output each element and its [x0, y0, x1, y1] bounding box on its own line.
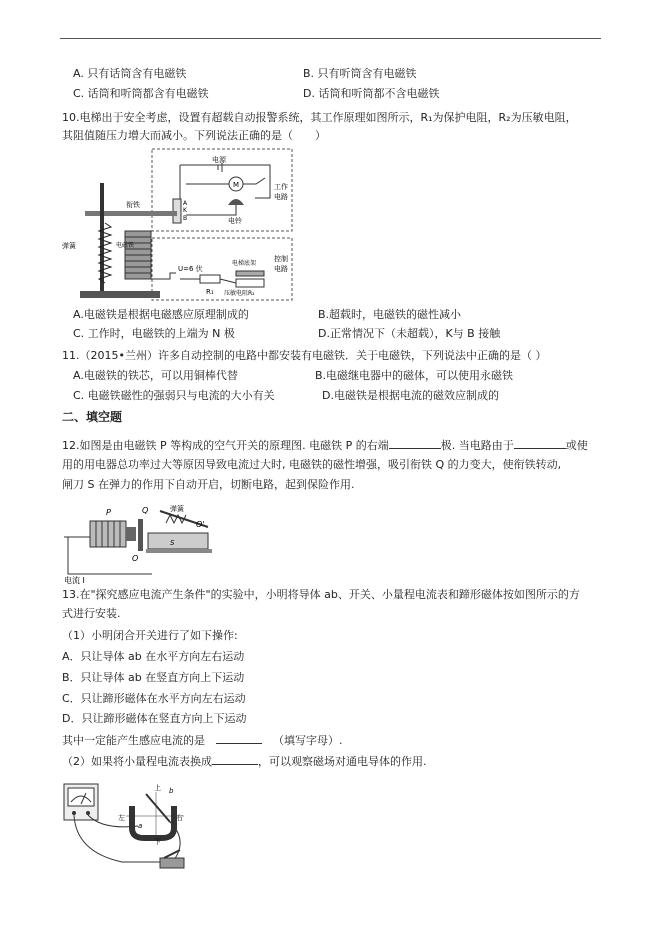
- q10-option-a: A.电磁铁是根据电磁感应原理制成的: [73, 308, 249, 321]
- q12-line1: 12.如图是由电磁铁 P 等构成的空气开关的原理图. 电磁铁 P 的右端 极. 当电路由于 或使: [62, 439, 588, 452]
- svg-text:a: a: [138, 822, 143, 830]
- svg-text:P: P: [106, 508, 111, 517]
- svg-text:b: b: [169, 787, 174, 795]
- svg-text:M: M: [233, 181, 240, 189]
- q10-option-d: D.正常情况下（未超载），K与 B 接触: [318, 327, 501, 340]
- elevator-frame: [236, 271, 264, 276]
- r1-resistor: [200, 275, 220, 283]
- q12-blank-1[interactable]: [389, 438, 441, 449]
- q10-option-b: B.超载时，电磁铁的磁性减小: [318, 308, 462, 321]
- electromagnet-label: 电磁铁: [116, 242, 135, 249]
- switch-icon: [160, 858, 184, 868]
- knife-switch: [148, 533, 208, 549]
- svg-text:右: 右: [176, 814, 183, 822]
- q13-option-a: A．只让导体 ab 在水平方向左右运动: [62, 650, 245, 663]
- bell-label: 电铃: [228, 217, 242, 225]
- current-label: 电流 I: [64, 576, 85, 584]
- spring-label: 弹簧: [62, 242, 76, 250]
- q12-blank-2[interactable]: [514, 438, 566, 449]
- work-circuit-label-1: 工作: [274, 183, 288, 191]
- q12-line3: 闸刀 S 在弹力的作用下自动开启，切断电路，起到保险作用.: [62, 478, 355, 491]
- svg-text:B: B: [183, 215, 188, 222]
- q11-stem: 11.（2015•兰州）许多自动控制的电路中都安装有电磁铁．关于电磁铁，下列说法中正确的是（ ）: [62, 349, 547, 362]
- section-title: 二、填空题: [62, 410, 123, 424]
- svg-text:O': O': [196, 520, 205, 529]
- q13-induction-experiment-figure: [62, 780, 202, 876]
- svg-text:Q: Q: [142, 506, 149, 515]
- q11-option-a: A.电磁铁的铁芯，可以用铜棒代替: [73, 369, 238, 382]
- q13-option-d: D．只让蹄形磁体在竖直方向上下运动: [62, 712, 247, 725]
- q12-line2: 用的用电器总功率过大等原因导致电流过大时, 电磁铁的磁性增强，吸引衔铁 Q 的力变大，使衔铁转动,: [62, 458, 562, 471]
- q13-sub2: （2）如果将小量程电流表换成 ，可以观察磁场对通电导体的作用.: [62, 755, 427, 768]
- q13-blank-1[interactable]: [216, 733, 262, 744]
- armature-q: [138, 519, 143, 551]
- svg-text:左: 左: [118, 814, 125, 822]
- q11-option-d: D.电磁铁是根据电流的磁效应制成的: [322, 389, 499, 402]
- q9-option-b: B. 只有听筒含有电磁铁: [303, 67, 417, 80]
- svg-text:A: A: [183, 200, 188, 207]
- q13-answer-line: 其中一定能产生感应电流的是 （填写字母）.: [62, 734, 343, 747]
- control-circuit-box: [152, 238, 292, 300]
- base-plate: [80, 291, 160, 298]
- q10-stem-line1: 10.电梯出于安全考虑，设置有超载自动报警系统，其工作原理如图所示，R₁为保护电阻，R₂为压敏电阻，: [62, 111, 577, 124]
- voltage-label: U=6 伏: [178, 265, 203, 273]
- svg-text:R₁: R₁: [206, 288, 214, 296]
- q11-option-b: B.电磁继电器中的磁体，可以使用永磁铁: [315, 369, 514, 382]
- svg-text:S: S: [170, 539, 175, 547]
- q9-option-a: A. 只有话筒含有电磁铁: [73, 67, 187, 80]
- control-circuit-label-2: 电路: [274, 265, 288, 273]
- control-circuit-label-1: 控制: [274, 255, 288, 263]
- q11-option-c: C. 电磁铁磁性的强弱只与电流的大小有关: [73, 389, 275, 402]
- q13-option-c: C．只让蹄形磁体在水平方向左右运动: [62, 692, 246, 705]
- q13-blank-2[interactable]: [212, 754, 258, 765]
- frame-label: 电梯底架: [232, 260, 257, 267]
- q13-line2: 式进行安装.: [62, 607, 121, 620]
- armature-bar: [85, 211, 177, 216]
- q10-elevator-circuit-figure: [60, 143, 305, 303]
- q12-air-switch-figure: [62, 497, 217, 584]
- header-rule: [60, 38, 601, 39]
- power-label: 电源: [212, 156, 226, 164]
- q9-option-d: D. 话筒和听筒都不含电磁铁: [303, 87, 440, 100]
- q13-line1: 13.在"探究感应电流产生条件"的实验中，小明将导体 ab、开关、小量程电流表和蹄形磁体按如图所示的方: [62, 588, 580, 601]
- svg-text:下: 下: [154, 838, 161, 846]
- q13-sub1: （1）小明闭合开关进行了如下操作:: [62, 629, 238, 642]
- r2-label: 压敏电阻R₂: [224, 290, 255, 297]
- q13-option-b: B．只让导体 ab 在竖直方向上下运动: [62, 671, 245, 684]
- conductor-ab: [146, 794, 170, 822]
- q9-option-c: C. 话筒和听筒都含有电磁铁: [73, 87, 209, 100]
- svg-text:K: K: [183, 207, 187, 214]
- q10-option-c: C. 工作时，电磁铁的上端为 N 极: [73, 327, 235, 340]
- svg-text:上: 上: [154, 784, 161, 792]
- work-circuit-label-2: 电路: [274, 193, 288, 201]
- svg-text:O: O: [132, 554, 139, 563]
- r2-resistor: [236, 279, 264, 287]
- armature-label: 衔铁: [126, 201, 140, 209]
- spring-label: 弹簧: [170, 505, 184, 513]
- bell-icon: [228, 199, 244, 205]
- q10-stem-line2: 其阻值随压力增大而减小。下列说法正确的是（ ）: [62, 129, 326, 142]
